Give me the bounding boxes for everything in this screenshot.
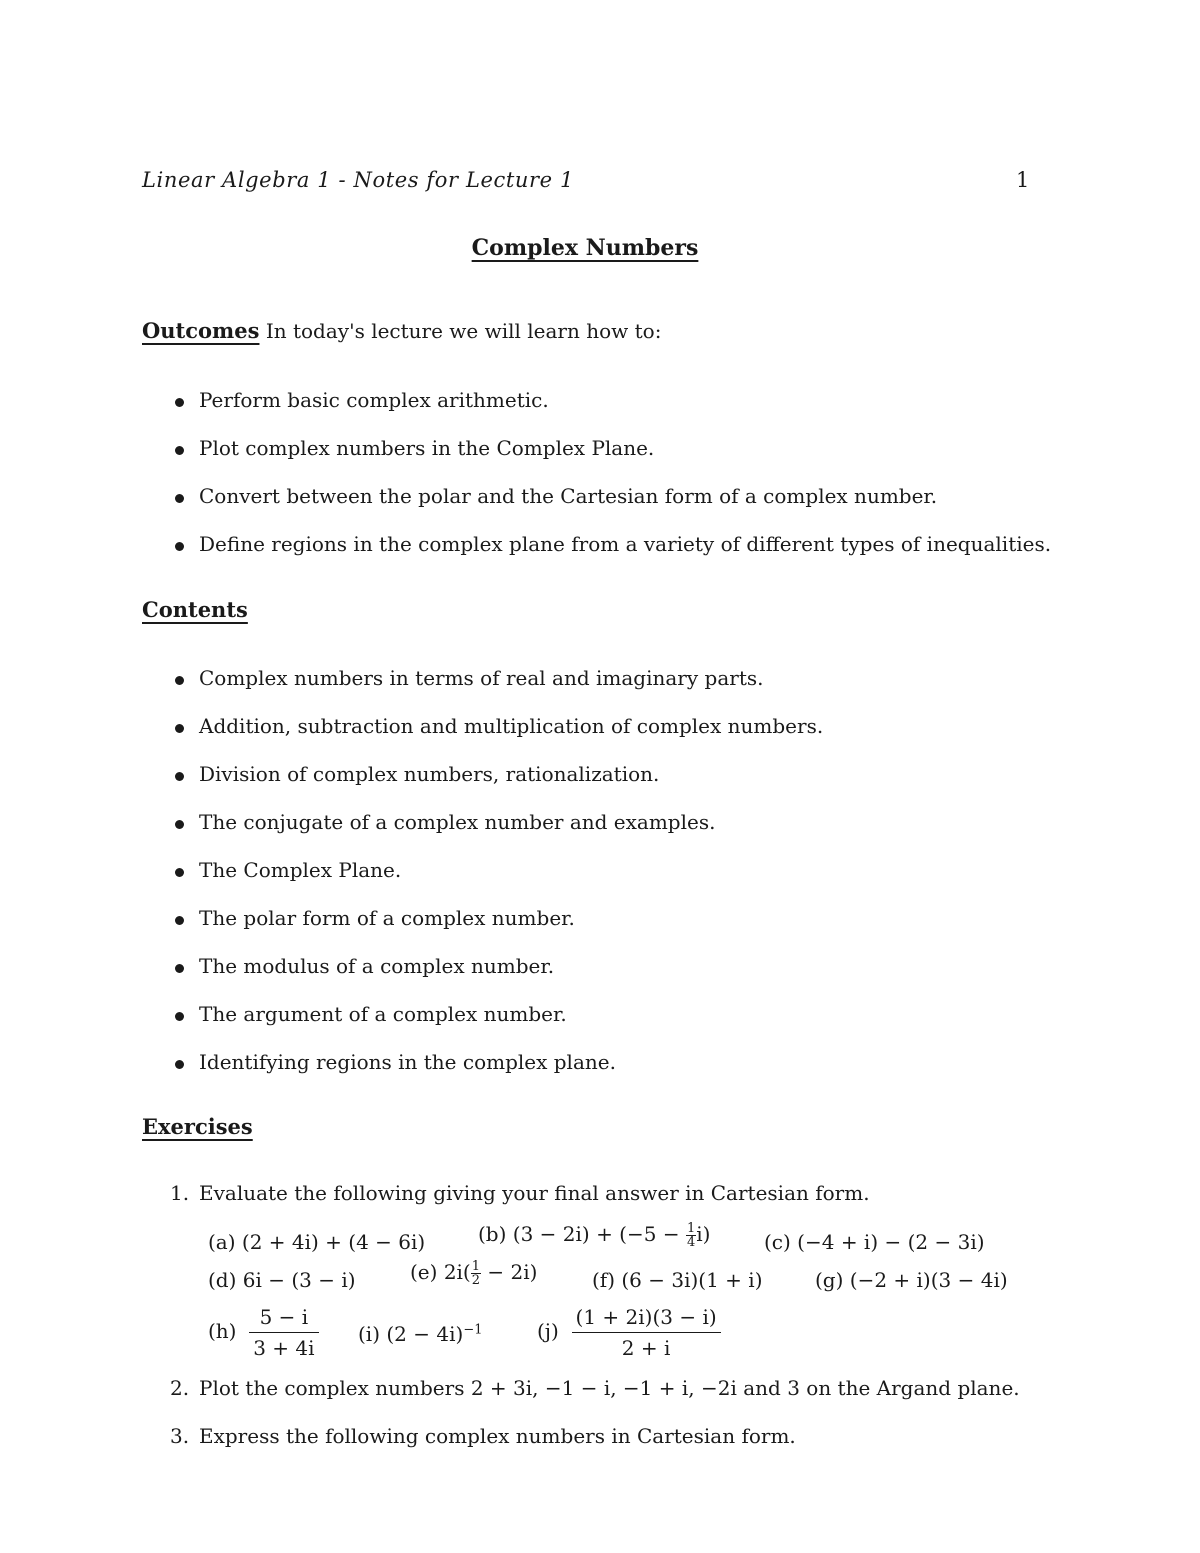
page-number: 1 — [1016, 168, 1030, 192]
list-item — [170, 664, 823, 712]
part-expression: (3 − 2i) + (−5 − — [512, 1222, 680, 1246]
exercise-part-g — [815, 1268, 1008, 1292]
bullet-icon — [175, 820, 184, 829]
list-item-text: Addition, subtraction and multiplication of complex numbers. — [199, 714, 824, 738]
list-item — [170, 530, 1051, 578]
fraction-denominator: 2 + i — [621, 1336, 671, 1360]
exercise-part-j — [537, 1305, 721, 1360]
outcomes-list — [170, 386, 1051, 578]
bullet-icon — [175, 1012, 184, 1021]
bullet-icon — [175, 868, 184, 877]
part-label: (g) — [815, 1268, 844, 1292]
part-label: (h) — [208, 1319, 237, 1343]
list-item — [170, 712, 823, 760]
fraction-denominator: 3 + 4i — [253, 1336, 315, 1360]
outcomes-intro: In today's lecture we will learn how to: — [259, 319, 662, 343]
fraction-denominator: 4 — [686, 1235, 696, 1250]
list-item — [170, 808, 823, 856]
part-expression: (−2 + i)(3 − 4i) — [849, 1268, 1008, 1292]
exercise-part-a — [208, 1230, 425, 1254]
list-item-text: The conjugate of a complex number and examples. — [199, 810, 716, 834]
part-expression: (2 + 4i) + (4 − 6i) — [241, 1230, 426, 1254]
fraction — [686, 1222, 696, 1249]
bullet-icon — [175, 542, 184, 551]
list-item-text: Perform basic complex arithmetic. — [199, 388, 549, 412]
list-item — [170, 434, 1051, 482]
page-title-text: Complex Numbers — [471, 235, 699, 261]
part-expression: (6 − 3i)(1 + i) — [621, 1268, 763, 1292]
exercise-part-e — [410, 1260, 537, 1287]
list-item — [170, 386, 1051, 434]
bullet-icon — [175, 676, 184, 685]
superscript: −1 — [463, 1322, 483, 1338]
exercise-part-h — [208, 1305, 319, 1360]
part-label: (f) — [592, 1268, 616, 1292]
part-expression: 6i − (3 − i) — [242, 1268, 356, 1292]
bullet-icon — [175, 724, 184, 733]
exercises-heading: Exercises — [142, 1114, 253, 1139]
exercise-part-b — [478, 1222, 710, 1249]
exercise-number: 3. — [170, 1424, 190, 1448]
list-item-text: Plot complex numbers in the Complex Plane. — [199, 436, 655, 460]
list-item — [170, 952, 823, 1000]
list-item — [170, 856, 823, 904]
outcomes-heading: Outcomes — [142, 318, 260, 343]
outcomes-section — [142, 318, 661, 343]
bullet-icon — [175, 772, 184, 781]
part-label: (d) — [208, 1268, 237, 1292]
part-expression: i) — [696, 1222, 711, 1246]
fraction-numerator: 1 — [471, 1259, 481, 1274]
part-label: (j) — [537, 1319, 559, 1343]
list-item-text: Define regions in the complex plane from a variety of different types of inequalities. — [199, 532, 1052, 556]
exercise-text: Plot the complex numbers 2 + 3i, −1 − i, −1 + i, −2i and 3 on the Argand plane. — [199, 1376, 1020, 1400]
fraction — [572, 1305, 721, 1360]
part-expression: (−4 + i) − (2 − 3i) — [797, 1230, 985, 1254]
part-label: (e) — [410, 1260, 438, 1284]
page-title — [0, 235, 1170, 261]
list-item-text: Division of complex numbers, rationalization. — [199, 762, 660, 786]
list-item-text: Complex numbers in terms of real and imaginary parts. — [199, 666, 764, 690]
running-head: Linear Algebra 1 - Notes for Lecture 1 — [142, 168, 574, 192]
fraction-numerator: (1 + 2i)(3 − i) — [572, 1305, 721, 1333]
list-item-text: The modulus of a complex number. — [199, 954, 555, 978]
fraction — [471, 1260, 481, 1287]
contents-heading: Contents — [142, 597, 248, 622]
part-label: (b) — [478, 1222, 507, 1246]
exercise-part-c — [764, 1230, 985, 1254]
list-item-text: The polar form of a complex number. — [199, 906, 575, 930]
part-expression: − 2i) — [487, 1260, 538, 1284]
fraction-numerator: 1 — [686, 1221, 696, 1236]
exercise-number: 1. — [170, 1181, 190, 1205]
list-item — [170, 1000, 823, 1048]
list-item — [170, 482, 1051, 530]
part-label: (i) — [358, 1322, 381, 1346]
exercise-part-d — [208, 1268, 356, 1292]
exercise-part-f — [592, 1268, 763, 1292]
list-item-text: Convert between the polar and the Cartesian form of a complex number. — [199, 484, 938, 508]
contents-list — [170, 664, 823, 1096]
list-item-text: Identifying regions in the complex plane. — [199, 1050, 616, 1074]
part-expression: (2 − 4i) — [386, 1322, 464, 1346]
part-label: (c) — [764, 1230, 791, 1254]
list-item — [170, 1048, 823, 1096]
part-expression: 2i( — [443, 1260, 471, 1284]
fraction-numerator: 5 − i — [249, 1305, 318, 1333]
exercise-number: 2. — [170, 1376, 190, 1400]
part-label: (a) — [208, 1230, 236, 1254]
fraction-denominator: 2 — [471, 1273, 481, 1288]
list-item — [170, 760, 823, 808]
bullet-icon — [175, 964, 184, 973]
bullet-icon — [175, 494, 184, 503]
exercise-part-i — [358, 1322, 482, 1346]
list-item-text: The Complex Plane. — [199, 858, 402, 882]
bullet-icon — [175, 916, 184, 925]
fraction — [249, 1305, 318, 1360]
exercise-text: Express the following complex numbers in Cartesian form. — [199, 1424, 796, 1448]
bullet-icon — [175, 398, 184, 407]
bullet-icon — [175, 446, 184, 455]
list-item — [170, 904, 823, 952]
bullet-icon — [175, 1060, 184, 1069]
exercise-text: Evaluate the following giving your final answer in Cartesian form. — [199, 1181, 870, 1205]
list-item-text: The argument of a complex number. — [199, 1002, 567, 1026]
